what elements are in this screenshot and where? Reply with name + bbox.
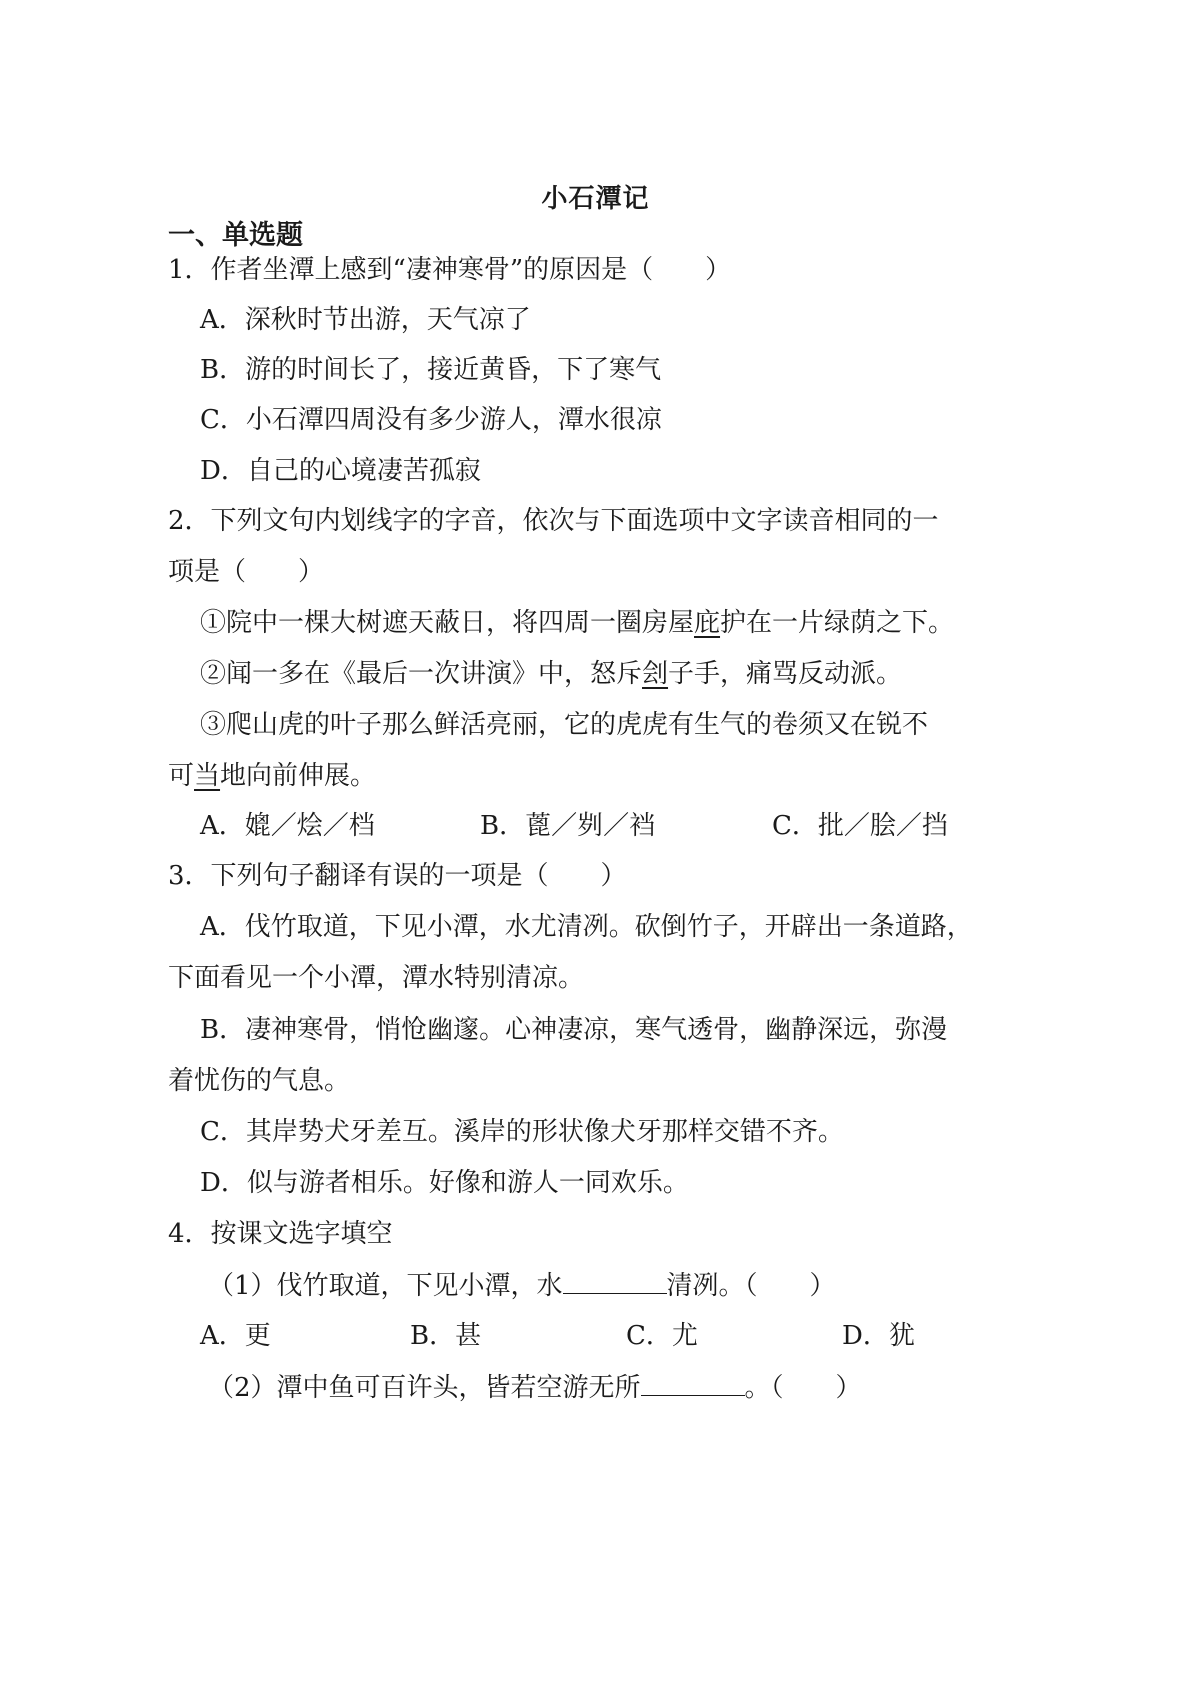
sentence-text: 。（ ） xyxy=(744,1373,862,1403)
question-3-option-b-line-2: 着忧伤的气息。 xyxy=(168,1066,351,1096)
question-1-stem: 1．作者坐潭上感到“凄神寒骨”的原因是（ ） xyxy=(168,255,732,285)
question-3-option-b-line-1: B．凄神寒骨，悄怆幽邃。心神凄凉，寒气透骨，幽静深远，弥漫 xyxy=(200,1015,948,1045)
question-2-sentence-3-line-2 xyxy=(168,758,376,794)
question-4-stem: 4．按课文选字填空 xyxy=(168,1219,393,1249)
sentence-text: （1）伐竹取道，下见小潭，水 xyxy=(208,1271,563,1301)
question-2-option-b: B．蓖／刿／裆 xyxy=(480,811,656,841)
question-2-stem-line-1: 2．下列文句内划线字的字音，依次与下面选项中文字读音相同的一 xyxy=(168,506,939,536)
question-4-part-2 xyxy=(208,1369,862,1406)
page-title: 小石潭记 xyxy=(541,184,650,214)
question-2-option-c: C．批／脍／挡 xyxy=(772,811,948,841)
question-2-stem-line-2: 项是（ ） xyxy=(168,557,325,587)
question-4-option-d: D．犹 xyxy=(842,1321,915,1351)
sentence-text: （2）潭中鱼可百许头，皆若空游无所 xyxy=(208,1373,641,1403)
question-2-sentence-1 xyxy=(200,605,954,641)
question-4-part-1 xyxy=(208,1267,836,1304)
question-3-stem: 3．下列句子翻译有误的一项是（ ） xyxy=(168,861,627,891)
question-3-option-a-line-1: A．伐竹取道，下见小潭，水尤清冽。砍倒竹子，开辟出一条道路， xyxy=(200,912,973,942)
question-4-option-c: C．尤 xyxy=(626,1321,698,1351)
underlined-character: 庇 xyxy=(694,608,721,638)
question-1-option-d: D．自己的心境凄苦孤寂 xyxy=(200,456,481,486)
question-3-option-a-line-2: 下面看见一个小潭，潭水特别清凉。 xyxy=(168,963,585,993)
question-4-option-b: B．甚 xyxy=(410,1321,482,1351)
fill-blank[interactable] xyxy=(563,1267,667,1294)
sentence-text: 护在一片绿荫之下。 xyxy=(720,608,955,638)
sentence-text: 地向前伸展。 xyxy=(220,761,377,791)
question-1-option-c: C．小石潭四周没有多少游人，潭水很凉 xyxy=(200,405,662,435)
question-3-option-c: C．其岸势犬牙差互。溪岸的形状像犬牙那样交错不齐。 xyxy=(200,1117,844,1147)
question-4-option-a: A．更 xyxy=(200,1321,271,1351)
question-3-option-d: D．似与游者相乐。好像和游人一同欢乐。 xyxy=(200,1168,689,1198)
fill-blank[interactable] xyxy=(641,1369,745,1396)
question-2-option-a: A．媲／烩／档 xyxy=(200,811,375,841)
sentence-text: 子手，痛骂反动派。 xyxy=(668,659,903,689)
question-2-sentence-2 xyxy=(200,656,902,692)
sentence-text: ①院中一棵大树遮天蔽日，将四周一圈房屋 xyxy=(200,608,695,638)
question-2-sentence-3-line-1: ③爬山虎的叶子那么鲜活亮丽，它的虎虎有生气的卷须又在锐不 xyxy=(200,710,929,740)
question-1-option-b: B．游的时间长了，接近黄昏，下了寒气 xyxy=(200,355,662,385)
sentence-text: ②闻一多在《最后一次讲演》中，怒斥 xyxy=(200,659,643,689)
sentence-text: 清冽。（ ） xyxy=(666,1271,836,1301)
question-1-option-a: A．深秋时节出游，天气凉了 xyxy=(200,305,531,335)
section-heading: 一、单选题 xyxy=(168,220,303,251)
underlined-character: 刽 xyxy=(642,659,669,689)
underlined-character: 当 xyxy=(194,761,221,791)
sentence-text: 可 xyxy=(168,761,195,791)
